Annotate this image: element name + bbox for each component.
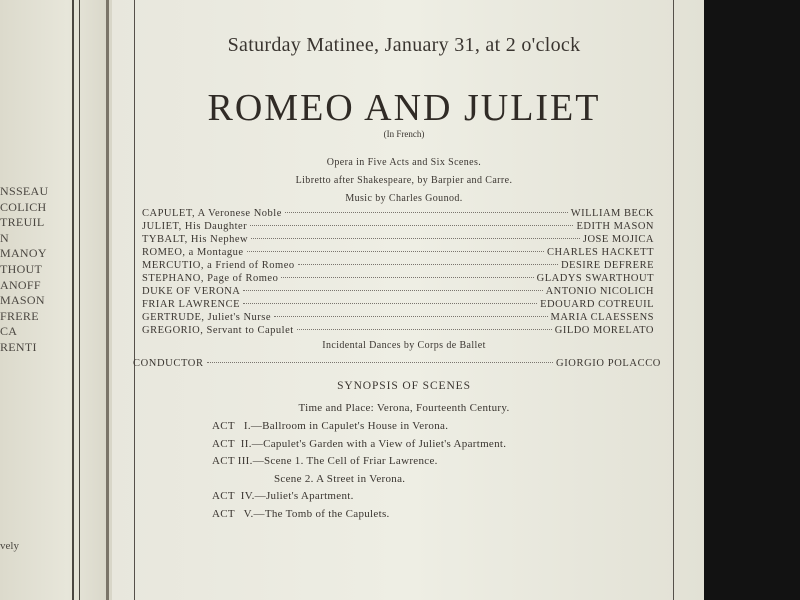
left-page-fragment: NSSEAU (0, 184, 49, 198)
performer-name: CHARLES HACKETT (547, 247, 654, 258)
act-line: ACT IV.—Juliet's Apartment. (212, 490, 354, 503)
role-name: GREGORIO, Servant to Capulet (142, 325, 294, 336)
role-name: JULIET, His Daughter (142, 221, 248, 232)
left-page-fragment: MASON (0, 293, 45, 308)
left-page-fragment: TREUIL (0, 215, 45, 230)
performer-name: EDITH MASON (576, 221, 654, 232)
dances-note: Incidental Dances by Corps de Ballet (322, 340, 486, 351)
act-line: Scene 2. A Street in Verona. (274, 472, 406, 485)
performer-name: MARIA CLAESSENS (550, 312, 654, 323)
dot-leader (250, 225, 573, 226)
cast-row (142, 208, 654, 221)
left-page-fragment: MANOY (0, 246, 47, 261)
performer-name: EDOUARD COTREUIL (540, 299, 654, 310)
cast-row (142, 325, 654, 338)
dot-leader (243, 303, 537, 304)
role-name: ROMEO, a Montague (142, 247, 244, 258)
role-name: STEPHANO, Page of Romeo (142, 273, 279, 284)
cast-row (142, 221, 654, 234)
cast-row (142, 312, 654, 325)
conductor-label: CONDUCTOR (133, 358, 204, 369)
left-page-cast-fragments (0, 184, 80, 356)
cast-row (142, 286, 654, 299)
role-name: FRIAR LAWRENCE (142, 299, 241, 310)
performer-name: ANTONIO NICOLICH (545, 286, 654, 297)
synopsis-heading: SYNOPSIS OF SCENES (337, 380, 471, 392)
time-and-place: Time and Place: Verona, Fourteenth Century. (298, 402, 510, 414)
cast-list (142, 208, 654, 338)
act-line: ACT II.—Capulet's Garden with a View of Juliet's Apartment. (212, 437, 507, 450)
dot-leader (251, 238, 580, 239)
performer-name: GLADYS SWARTHOUT (536, 273, 654, 284)
dot-leader (207, 362, 553, 363)
act-line: ACT V.—The Tomb of the Capulets. (212, 507, 390, 520)
performer-name: JOSE MOJICA (582, 234, 654, 245)
act-line: ACT III.—Scene 1. The Cell of Friar Lawrence. (212, 455, 438, 468)
left-page-fragment: ANOFF (0, 277, 41, 292)
dot-leader (281, 277, 533, 278)
performer-name: DESIRE DEFRERE (560, 260, 654, 271)
background-shadow (704, 0, 800, 600)
cast-row (142, 247, 654, 260)
performer-name: GILDO MORELATO (554, 325, 654, 336)
music-credit: Music by Charles Gounod. (345, 193, 463, 204)
left-page-fragment: RENTI (0, 339, 37, 354)
cast-row (142, 234, 654, 247)
dot-leader (243, 290, 542, 291)
left-page-fragment: CA (0, 324, 18, 339)
conductor-name: GIORGIO POLACCO (556, 358, 661, 369)
role-name: TYBALT, His Nephew (142, 234, 249, 245)
left-page (0, 0, 112, 600)
dot-leader (247, 251, 545, 252)
left-page-fragment: THOUT (0, 261, 43, 276)
acts-list (212, 420, 506, 526)
dot-leader (297, 329, 552, 330)
language-note: (In French) (383, 129, 425, 139)
left-page-border (72, 0, 74, 600)
page-fold (106, 0, 109, 600)
left-page-fragment: COLICH (0, 199, 47, 214)
dot-leader (274, 316, 547, 317)
libretto-credit: Libretto after Shakespeare, by Barpier and Carre. (295, 175, 513, 186)
left-page-fragment: N (0, 230, 9, 245)
role-name: CAPULET, A Veronese Noble (142, 208, 282, 219)
opera-description: Opera in Five Acts and Six Scenes. (326, 157, 482, 168)
cast-row (142, 273, 654, 286)
conductor-row (133, 358, 661, 369)
cast-row (142, 260, 654, 273)
role-name: GERTRUDE, Juliet's Nurse (142, 312, 272, 323)
left-page-footer: vely (0, 540, 19, 552)
cast-row (142, 299, 654, 312)
dot-leader (298, 264, 558, 265)
left-page-fragment: FRERE (0, 308, 39, 323)
performer-name: WILLIAM BECK (570, 208, 654, 219)
act-line: ACT I.—Ballroom in Capulet's House in Verona. (212, 420, 449, 432)
role-name: MERCUTIO, a Friend of Romeo (142, 260, 295, 271)
role-name: DUKE OF VERONA (142, 286, 241, 297)
opera-title: ROMEO AND JULIET (207, 87, 601, 129)
matinee-heading: Saturday Matinee, January 31, at 2 o'clock (227, 34, 581, 56)
left-page-border-inner (79, 0, 80, 600)
dot-leader (285, 212, 568, 213)
